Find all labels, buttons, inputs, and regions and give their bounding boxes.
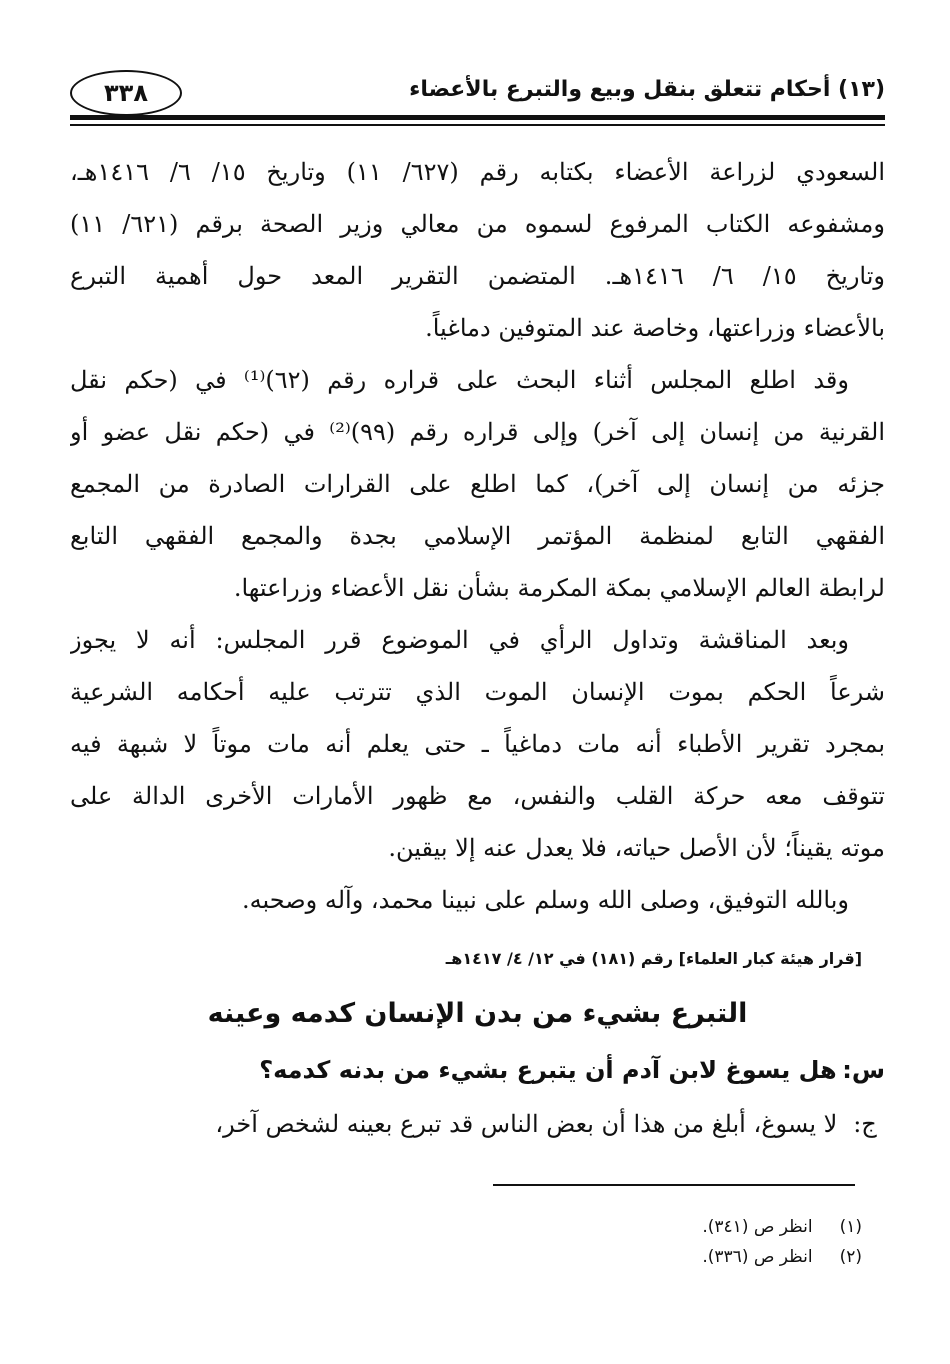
- footnotes: [462, 1212, 862, 1272]
- section-heading: التبرع بشيء من بدن الإنسان كدمه وعينه: [207, 998, 748, 1029]
- text-line: لرابطة العالم الإسلامي بمكة المكرمة بشأن نقل الأعضاء وزراعتها.: [233, 574, 885, 602]
- text-line: شرعاً الحكم بموت الإنسان الموت الذي تترتب عليه أحكامه الشرعية: [70, 678, 885, 706]
- text-line: تتوقف معه حركة القلب والنفس، مع ظهور الأمارات الأخرى الدالة على: [70, 782, 885, 810]
- answer-tag: ج:: [853, 1110, 877, 1138]
- text-line: جزئه من إنسان إلى آخر)، كما اطلع على القرارات الصادرة من المجمع: [70, 470, 885, 498]
- text-line: الفقهي التابع لمنظمة المؤتمر الإسلامي بجدة والمجمع الفقهي التابع: [70, 522, 885, 550]
- page-number: ٣٣٨: [70, 70, 182, 116]
- header-rule-thick: [70, 115, 885, 120]
- text-line: وتاريخ ١٥/ ٦/ ١٤١٦هـ. المتضمن التقرير المعد حول أهمية التبرع: [70, 262, 885, 290]
- answer: [70, 1098, 885, 1150]
- footnote-number: (١): [839, 1217, 862, 1237]
- running-title: (١٣) أحكام تتعلق بنقل وبيع والتبرع بالأعضاء: [409, 77, 885, 102]
- text-line: بالأعضاء وزراعتها، وخاصة عند المتوفين دماغياً.: [425, 314, 885, 342]
- footnote-text: انظر ص (٣٤١).: [702, 1217, 813, 1237]
- footnote: [462, 1212, 862, 1242]
- text-line: ومشفوعه الكتاب المرفوع لسموه من معالي وزير الصحة برقم (٦٢١/ ١١): [70, 210, 885, 238]
- text-line: القرنية من إنسان إلى آخر) وإلى قراره رقم (٩٩)⁽²⁾ في (حكم نقل عضو أو: [70, 418, 885, 446]
- text-line: موته يقيناً؛ لأن الأصل حياته، فلا يعدل عنه إلا بيقين.: [388, 834, 885, 862]
- question-text: هل يسوغ لابن آدم أن يتبرع بشيء من بدنه كدمه؟: [259, 1056, 837, 1084]
- text-line: وبعد المناقشة وتداول الرأي في الموضوع قرر المجلس: أنه لا يجوز: [70, 626, 849, 654]
- text-line: بمجرد تقرير الأطباء أنه مات دماغياً ـ حتى يعلم أنه مات موتاً لا شبهة فيه: [70, 730, 885, 758]
- footnote: [462, 1242, 862, 1272]
- body-text: [70, 146, 885, 926]
- footnote-separator: [493, 1184, 855, 1186]
- header-rule-thin: [70, 124, 885, 126]
- answer-text: لا يسوغ، أبلغ من هذا أن بعض الناس قد تبرع بعينه لشخص آخر،: [215, 1110, 838, 1138]
- decision-citation: [قرار هيئة كبار العلماء] رقم (١٨١) في ١٢/ ٤/ ١٤١٧هـ: [445, 949, 862, 968]
- text-line: السعودي لزراعة الأعضاء بكتابه رقم (٦٢٧/ ١١) وتاريخ ١٥/ ٦/ ١٤١٦هـ،: [70, 158, 885, 186]
- footnote-number: (٢): [839, 1247, 862, 1267]
- question-tag: س:: [842, 1056, 885, 1084]
- footnote-text: انظر ص (٣٣٦).: [702, 1247, 813, 1267]
- text-line: وبالله التوفيق، وصلى الله وسلم على نبينا محمد، وآله وصحبه.: [242, 886, 849, 914]
- text-line: وقد اطلع المجلس أثناء البحث على قراره رقم (٦٢)⁽¹⁾ في (حكم نقل: [70, 366, 849, 394]
- question: [70, 1044, 885, 1096]
